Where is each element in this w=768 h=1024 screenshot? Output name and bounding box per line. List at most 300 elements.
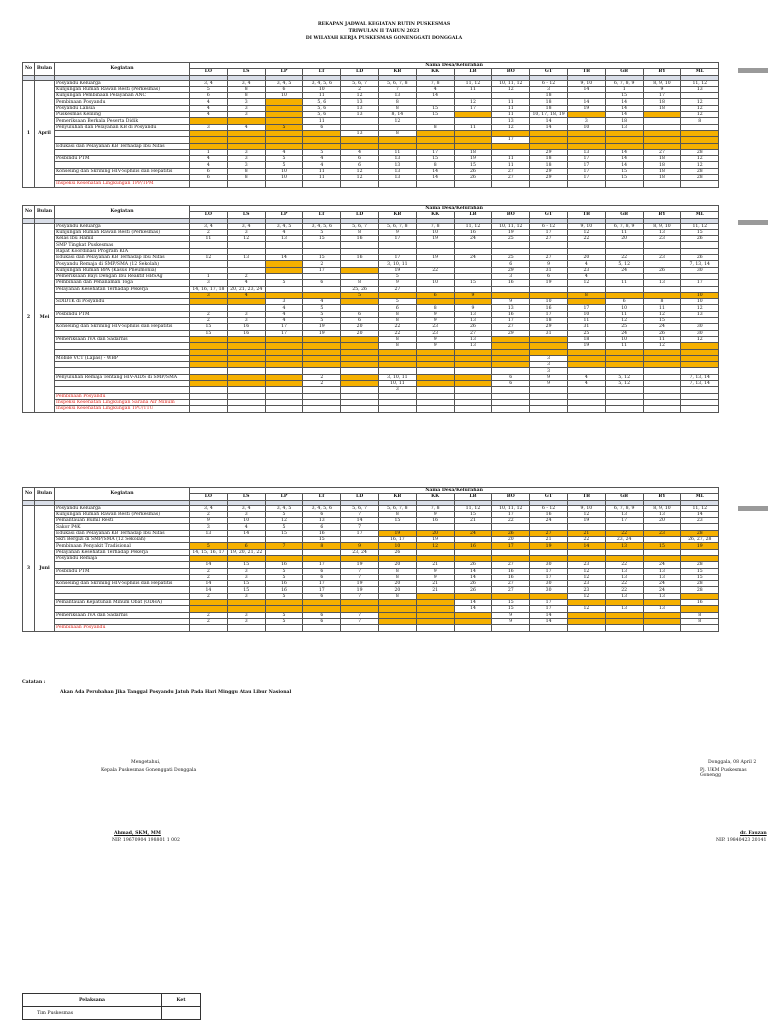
schedule-cell: 12 — [567, 280, 605, 286]
schedule-cell: 3 — [227, 612, 265, 618]
schedule-cell: 15 — [681, 574, 719, 580]
schedule-cell: 2 — [190, 318, 228, 324]
schedule-cell: 18 — [530, 318, 568, 324]
schedule-cell: 3, 4, 5 — [265, 505, 303, 511]
schedule-cell: 8, 9, 10 — [643, 80, 681, 86]
schedule-cell: 3, 4 — [190, 80, 228, 86]
schedule-cell: 5 — [303, 229, 341, 235]
header-village-tb: TB — [567, 69, 605, 75]
schedule-cell: 23 — [567, 562, 605, 568]
schedule-cell: 15 — [190, 330, 228, 336]
activity-label: Kunjungan Rumah Rawan Resti (Perkesmas) — [55, 511, 190, 517]
schedule-cell: 17 — [378, 236, 416, 242]
schedule-cell: 9 — [492, 612, 530, 618]
schedule-cell: 4 — [190, 112, 228, 118]
schedule-cell: 15 — [492, 606, 530, 612]
schedule-cell: 9 — [454, 292, 492, 298]
schedule-cell: 17 — [567, 168, 605, 174]
schedule-cell: 23 — [567, 267, 605, 273]
schedule-cell: 15 — [605, 93, 643, 99]
gray-band — [738, 220, 768, 225]
schedule-cell: 8 — [378, 130, 416, 136]
schedule-cell: 5 — [303, 149, 341, 155]
schedule-cell: 5 — [378, 299, 416, 305]
schedule-cell — [341, 406, 379, 412]
schedule-cell: 20 — [605, 236, 643, 242]
schedule-cell: 3, 4, 5, 6 — [303, 505, 341, 511]
schedule-cell: 3 — [227, 593, 265, 599]
schedule-cell: 22 — [605, 587, 643, 593]
schedule-cell: 5 — [265, 162, 303, 168]
month-name: April — [35, 80, 55, 187]
schedule-cell: 9, 10 — [567, 223, 605, 229]
schedule-cell: 29 — [530, 324, 568, 330]
schedule-cell: 10 — [416, 280, 454, 286]
schedule-cell: 12 — [681, 162, 719, 168]
schedule-cell: 6, 7, 8, 9 — [605, 505, 643, 511]
schedule-cell: 13 — [643, 574, 681, 580]
schedule-cell: 12 — [605, 318, 643, 324]
schedule-cell: 23 — [643, 236, 681, 242]
schedule-cell: 6, 7, 8, 9 — [605, 80, 643, 86]
schedule-cell: 4 — [303, 162, 341, 168]
activity-label: Posbindu PTM — [55, 156, 190, 162]
schedule-cell: 5, 6 — [303, 99, 341, 105]
schedule-cell: 11, 12 — [681, 80, 719, 86]
schedule-cell: 6 — [416, 292, 454, 298]
schedule-cell: 20 — [341, 324, 379, 330]
schedule-cell: 15 — [303, 236, 341, 242]
schedule-cell: 26, 27, 28 — [681, 537, 719, 543]
schedule-cell: 14 — [567, 86, 605, 92]
header-kegiatan: Kegiatan — [55, 206, 190, 219]
schedule-table-april — [22, 62, 719, 188]
schedule-cell: 10 — [416, 229, 454, 235]
schedule-cell: 13 — [605, 543, 643, 549]
schedule-cell: 19 — [416, 255, 454, 261]
schedule-cell: 5 — [265, 574, 303, 580]
schedule-cell: 12 — [492, 86, 530, 92]
schedule-cell: 24 — [643, 562, 681, 568]
schedule-cell: 4 — [265, 229, 303, 235]
activity-label: Konseling dan Skrining HIV-Siphilis dan Hepatitis — [55, 324, 190, 330]
schedule-cell: 14 — [341, 518, 379, 524]
schedule-cell: 16 — [492, 280, 530, 286]
schedule-cell: 15 — [227, 562, 265, 568]
schedule-cell: 12 — [341, 93, 379, 99]
schedule-cell: 11 — [492, 99, 530, 105]
schedule-cell: 21 — [416, 587, 454, 593]
schedule-cell: 7 — [341, 511, 379, 517]
schedule-cell: 17 — [530, 229, 568, 235]
activity-label: Sakor P4K — [55, 524, 190, 530]
schedule-cell: 7 — [341, 593, 379, 599]
schedule-cell: 3, 4, 5 — [265, 223, 303, 229]
schedule-cell: 14 — [454, 606, 492, 612]
activity-label: Pembinaan dan Penanaman Toga — [55, 280, 190, 286]
activity-label: Mobile VCT (Lapas) - WBP — [55, 355, 190, 361]
schedule-cell: 30 — [681, 330, 719, 336]
schedule-cell: 10 — [378, 543, 416, 549]
schedule-cell: 11 — [643, 305, 681, 311]
schedule-cell: 6 — [341, 156, 379, 162]
schedule-cell: 19 — [492, 229, 530, 235]
schedule-cell: 9 — [530, 261, 568, 267]
header-village-lb: LB — [454, 69, 492, 75]
header-no: No — [23, 63, 35, 76]
schedule-cell: 10 — [681, 292, 719, 298]
schedule-cell: 8, 14 — [378, 112, 416, 118]
schedule-cell: 18 — [530, 105, 568, 111]
activity-label: Pemeriksaan IVA dan Sadarnis — [55, 612, 190, 618]
schedule-cell: 17 — [303, 267, 341, 273]
schedule-cell: 25 — [605, 324, 643, 330]
schedule-cell: 17 — [492, 318, 530, 324]
schedule-cell: 13 — [190, 530, 228, 536]
schedule-cell: 13 — [643, 511, 681, 517]
schedule-cell: 19 — [567, 343, 605, 349]
schedule-cell: 9 — [416, 568, 454, 574]
header-village-gt: GT — [530, 494, 568, 500]
schedule-cell — [454, 625, 492, 631]
schedule-cell: 12 — [454, 99, 492, 105]
schedule-cell — [454, 181, 492, 187]
schedule-cell: 8 — [378, 574, 416, 580]
ket-row-value — [162, 1007, 201, 1020]
schedule-cell: 13 — [643, 568, 681, 574]
schedule-cell: 10, 11, 12 — [492, 80, 530, 86]
schedule-cell: 17 — [265, 324, 303, 330]
schedule-cell: 23 — [643, 530, 681, 536]
schedule-cell: 11 — [605, 229, 643, 235]
schedule-cell: 13 — [492, 305, 530, 311]
schedule-cell: 7, 8 — [416, 505, 454, 511]
schedule-cell: 18 — [530, 99, 568, 105]
schedule-cell: 8 — [227, 93, 265, 99]
schedule-cell: 4 — [227, 292, 265, 298]
schedule-cell: 17 — [567, 305, 605, 311]
schedule-cell: 3, 4, 5 — [265, 80, 303, 86]
header-village-lo: LO — [190, 212, 228, 218]
schedule-cell: 20 — [341, 330, 379, 336]
activity-label: Kunjungan Rumah Rawan Resti (Perkesmas) — [55, 86, 190, 92]
schedule-cell: 18 — [643, 156, 681, 162]
schedule-cell: 7 — [341, 568, 379, 574]
schedule-cell: 23 — [567, 581, 605, 587]
signature-left-name: Ahmad, SKM, MM — [114, 831, 161, 836]
schedule-cell: 24 — [605, 330, 643, 336]
schedule-cell: 16 — [265, 562, 303, 568]
schedule-cell: 12 — [416, 543, 454, 549]
schedule-cell: 12 — [378, 118, 416, 124]
schedule-cell: 3 — [190, 292, 228, 298]
header-village-kb: KB — [378, 212, 416, 218]
schedule-cell: 9 — [378, 229, 416, 235]
header-village-lo: LO — [190, 69, 228, 75]
schedule-cell: 23 — [567, 587, 605, 593]
schedule-cell: 6 — [303, 593, 341, 599]
schedule-cell: 7, 8 — [416, 223, 454, 229]
schedule-cell — [605, 406, 643, 412]
schedule-cell: 13 — [681, 86, 719, 92]
schedule-cell: 27 — [530, 255, 568, 261]
schedule-cell: 13 — [643, 606, 681, 612]
schedule-cell: 8 — [378, 568, 416, 574]
schedule-cell: 4 — [265, 311, 303, 317]
schedule-cell: 11 — [492, 156, 530, 162]
schedule-cell: 23, 24 — [341, 549, 379, 555]
schedule-cell: 11 — [492, 105, 530, 111]
schedule-cell: 18 — [643, 175, 681, 181]
schedule-cell — [530, 181, 568, 187]
activity-label: Pemeriksaan Berkala Peserta Didik — [55, 118, 190, 124]
schedule-cell: 19, 20, 21, 22 — [227, 549, 265, 555]
schedule-cell: 4 — [190, 99, 228, 105]
schedule-cell: 13 — [378, 162, 416, 168]
schedule-cell: 5, 6 — [303, 105, 341, 111]
schedule-cell: 8 — [303, 543, 341, 549]
schedule-cell: 15 — [454, 162, 492, 168]
schedule-cell: 11 — [567, 318, 605, 324]
schedule-cell: 27 — [492, 324, 530, 330]
schedule-cell: 7 — [265, 543, 303, 549]
schedule-cell: 9 — [416, 511, 454, 517]
schedule-cell: 13 — [605, 568, 643, 574]
schedule-cell: 13 — [643, 593, 681, 599]
schedule-cell: 27 — [530, 530, 568, 536]
schedule-cell: 14 — [227, 530, 265, 536]
schedule-cell: 6 — [341, 318, 379, 324]
header-village-kk: KK — [416, 494, 454, 500]
schedule-cell: 3 — [227, 105, 265, 111]
schedule-cell — [643, 625, 681, 631]
schedule-cell: 4 — [265, 318, 303, 324]
schedule-cell: 17 — [378, 255, 416, 261]
schedule-cell: 12 — [227, 236, 265, 242]
schedule-cell: 20 — [378, 581, 416, 587]
header-village-bo: BO — [492, 494, 530, 500]
schedule-cell: 13 — [341, 112, 379, 118]
schedule-table-juni — [22, 487, 719, 632]
schedule-cell: 24 — [530, 518, 568, 524]
header-village-bo: BO — [492, 212, 530, 218]
schedule-cell: 14 — [530, 124, 568, 130]
schedule-cell: 1 — [190, 149, 228, 155]
schedule-cell: 11 — [303, 93, 341, 99]
schedule-cell: 6 — [530, 273, 568, 279]
schedule-cell: 4 — [190, 162, 228, 168]
schedule-cell: 4 — [227, 280, 265, 286]
schedule-cell: 3 — [227, 99, 265, 105]
schedule-cell: 2 — [303, 261, 341, 267]
activity-label: Konseling dan Skrining HIV-Siphilis dan Hepatitis — [55, 581, 190, 587]
schedule-cell: 18 — [643, 162, 681, 168]
schedule-cell: 26 — [454, 587, 492, 593]
schedule-cell: 2 — [303, 374, 341, 380]
schedule-cell: 9 — [492, 299, 530, 305]
schedule-cell: 8 — [378, 311, 416, 317]
schedule-cell: 8 — [341, 229, 379, 235]
schedule-cell: 9, 10 — [567, 505, 605, 511]
table-row — [23, 625, 719, 631]
activity-label: Pemeriksaan Bayi Dengan Ibu Reaktif HBSAg — [55, 273, 190, 279]
schedule-cell: 25 — [492, 255, 530, 261]
schedule-cell — [492, 406, 530, 412]
schedule-cell: 16 — [454, 229, 492, 235]
schedule-cell: 12 — [681, 105, 719, 111]
schedule-cell: 5 — [190, 543, 228, 549]
schedule-cell: 13 — [454, 343, 492, 349]
schedule-cell: 10 — [605, 336, 643, 342]
schedule-cell: 12 — [681, 112, 719, 118]
schedule-cell: 16 — [341, 255, 379, 261]
schedule-cell: 6 — [303, 612, 341, 618]
schedule-cell: 6 — [265, 86, 303, 92]
schedule-cell: 17 — [530, 600, 568, 606]
schedule-cell — [643, 181, 681, 187]
schedule-cell: 7 — [341, 574, 379, 580]
table-row — [23, 181, 719, 187]
schedule-cell: 10, 11, 12 — [492, 505, 530, 511]
schedule-cell: 3 — [190, 124, 228, 130]
header-village-ml: ML — [681, 212, 719, 218]
schedule-cell: 15 — [681, 229, 719, 235]
schedule-cell: 12 — [567, 574, 605, 580]
month-number: 3 — [23, 505, 35, 631]
header-village-ld: LD — [341, 494, 379, 500]
schedule-cell: 15 — [643, 318, 681, 324]
schedule-cell: 4 — [567, 273, 605, 279]
schedule-cell: 8 — [567, 292, 605, 298]
schedule-cell — [530, 625, 568, 631]
signature-right-line1: Donggala, 08 April 2 — [708, 760, 757, 765]
schedule-cell: 24 — [454, 236, 492, 242]
schedule-cell: 17 — [530, 574, 568, 580]
schedule-cell: 9 — [530, 374, 568, 380]
activity-label: Posyandu Remaja di SMP/SMA (12 Sekolah) — [55, 261, 190, 267]
schedule-cell: 3 — [227, 574, 265, 580]
schedule-cell: 16 — [454, 543, 492, 549]
schedule-cell: 10 — [681, 299, 719, 305]
header-village-by: BY — [643, 494, 681, 500]
schedule-cell: 17 — [492, 137, 530, 143]
schedule-cell: 13 — [605, 606, 643, 612]
schedule-cell: 12 — [567, 511, 605, 517]
schedule-cell: 5 — [378, 273, 416, 279]
schedule-cell — [605, 181, 643, 187]
schedule-cell: 19 — [416, 236, 454, 242]
schedule-cell: 21 — [416, 562, 454, 568]
schedule-cell: 22 — [416, 267, 454, 273]
activity-label: Pemantauan Bumil Resti — [55, 518, 190, 524]
schedule-cell: 26 — [378, 549, 416, 555]
schedule-cell: 10 — [265, 175, 303, 181]
schedule-cell: 3 — [227, 618, 265, 624]
schedule-cell: 28 — [681, 587, 719, 593]
schedule-cell: 5, 6 — [303, 112, 341, 118]
schedule-cell: 23, 24 — [605, 537, 643, 543]
schedule-cell: 4 — [341, 149, 379, 155]
schedule-cell: 5 — [303, 305, 341, 311]
schedule-cell: 6 — [227, 543, 265, 549]
schedule-cell — [416, 406, 454, 412]
schedule-cell: 3 — [265, 299, 303, 305]
schedule-cell: 13 — [341, 99, 379, 105]
schedule-cell: 13 — [378, 168, 416, 174]
schedule-cell: 18 — [643, 168, 681, 174]
schedule-cell: 6 — [303, 511, 341, 517]
schedule-cell: 10 — [530, 299, 568, 305]
activity-label: Pelayanan Kesehatan Terhadap Pekerja — [55, 286, 190, 292]
schedule-cell: 10 — [567, 124, 605, 130]
activity-label: SDIDTK di Posyandu — [55, 299, 190, 305]
schedule-cell: 8, 9, 10 — [643, 223, 681, 229]
schedule-cell: 15 — [303, 537, 341, 543]
schedule-cell: 17 — [492, 543, 530, 549]
schedule-cell: 5, 6, 7 — [341, 223, 379, 229]
schedule-cell: 12 — [567, 568, 605, 574]
schedule-cell: 14 — [454, 568, 492, 574]
schedule-cell: 1 — [190, 273, 228, 279]
schedule-cell: 11, 12 — [681, 505, 719, 511]
schedule-cell: 14 — [605, 156, 643, 162]
schedule-cell: 6 — [492, 261, 530, 267]
schedule-cell: 8 — [681, 618, 719, 624]
schedule-cell — [681, 625, 719, 631]
schedule-cell: 27 — [378, 286, 416, 292]
schedule-cell: 17 — [492, 511, 530, 517]
schedule-cell: 24 — [643, 324, 681, 330]
schedule-cell — [303, 406, 341, 412]
schedule-cell: 2 — [190, 229, 228, 235]
schedule-cell — [341, 181, 379, 187]
schedule-cell: 12 — [681, 156, 719, 162]
schedule-cell: 6 — [341, 162, 379, 168]
schedule-cell: 6 — [190, 93, 228, 99]
schedule-cell: 29 — [492, 267, 530, 273]
schedule-cell: 4 — [567, 381, 605, 387]
schedule-cell: 26 — [454, 324, 492, 330]
notes-text: Akan Ada Perubahan Jika Tanggal Posyandu Jatuh Pada Hari Minggu Atau Libur Nasional — [60, 690, 292, 695]
schedule-cell: 31 — [567, 324, 605, 330]
schedule-cell: 12 — [567, 229, 605, 235]
schedule-cell: 2 — [190, 618, 228, 624]
activity-label: Penyuluhan dan Pelayanan KB di Posyandu — [55, 124, 190, 130]
title-line-3: DI WILAYAH KERJA PUSKESMAS GONENGGATI DONGGALA — [305, 36, 463, 41]
activity-label: Kunjungan Rumah BPA (Kasus Pneumonia) — [55, 267, 190, 273]
schedule-cell: 22 — [492, 518, 530, 524]
schedule-cell — [265, 625, 303, 631]
schedule-cell: 30 — [681, 324, 719, 330]
schedule-cell: 7 — [378, 86, 416, 92]
schedule-cell — [567, 406, 605, 412]
schedule-cell: 14 — [416, 168, 454, 174]
header-village-gt: GT — [530, 212, 568, 218]
schedule-cell: 19 — [341, 581, 379, 587]
activity-label: Posbindu PTM — [55, 311, 190, 317]
schedule-cell — [567, 625, 605, 631]
schedule-cell: 22 — [378, 330, 416, 336]
schedule-cell: 18 — [530, 156, 568, 162]
schedule-cell: 7 — [341, 524, 379, 530]
schedule-cell: 28 — [681, 149, 719, 155]
schedule-cell: 4 — [190, 156, 228, 162]
schedule-cell: 14 — [530, 118, 568, 124]
schedule-cell: 2 — [190, 574, 228, 580]
schedule-cell: 17 — [341, 530, 379, 536]
schedule-cell: 9 — [492, 618, 530, 624]
schedule-cell: 18 — [643, 105, 681, 111]
